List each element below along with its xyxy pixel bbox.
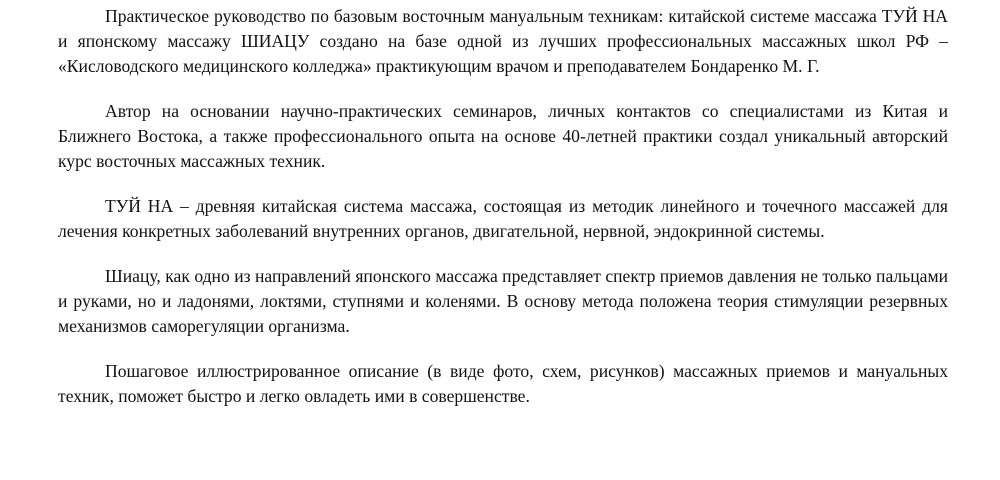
paragraph-shiatsu: Шиацу, как одно из направлений японского массажа представляет спектр приемов давления не только пальцами и руками, но и ладонями, локтями, ступнями и коленями. В основу метода положена теория стимуляции резервных механизмов саморегуляции организма. xyxy=(58,266,948,336)
paragraph-tui-na: ТУЙ НА – древняя китайская система массажа, состоящая из методик линейного и точечного массажей для лечения конкретных заболеваний внутренних органов, двигательной, нервной, эндокринной системы. xyxy=(58,196,948,241)
document-body xyxy=(58,4,948,429)
paragraph-author: Автор на основании научно-практических семинаров, личных контактов со специалистами из Китая и Ближнего Востока, а также профессионального опыта на основе 40-летней практики создал уникальный авторский курс восточных массажных техник. xyxy=(58,101,948,171)
paragraph-illustrated-description: Пошаговое иллюстрированное описание (в виде фото, схем, рисунков) массажных приемов и мануальных техник, поможет быстро и легко овладеть ими в совершенстве. xyxy=(58,361,948,406)
paragraph-intro: Практическое руководство по базовым восточным мануальным техникам: китайской системе массажа ТУЙ НА и японскому массажу ШИАЦУ создано на базе одной из лучших профессиональных массажных школ РФ – «Кисловодского медицинского колледжа» практикующим врачом и преподавателем Бондаренко М. Г. xyxy=(58,6,948,76)
